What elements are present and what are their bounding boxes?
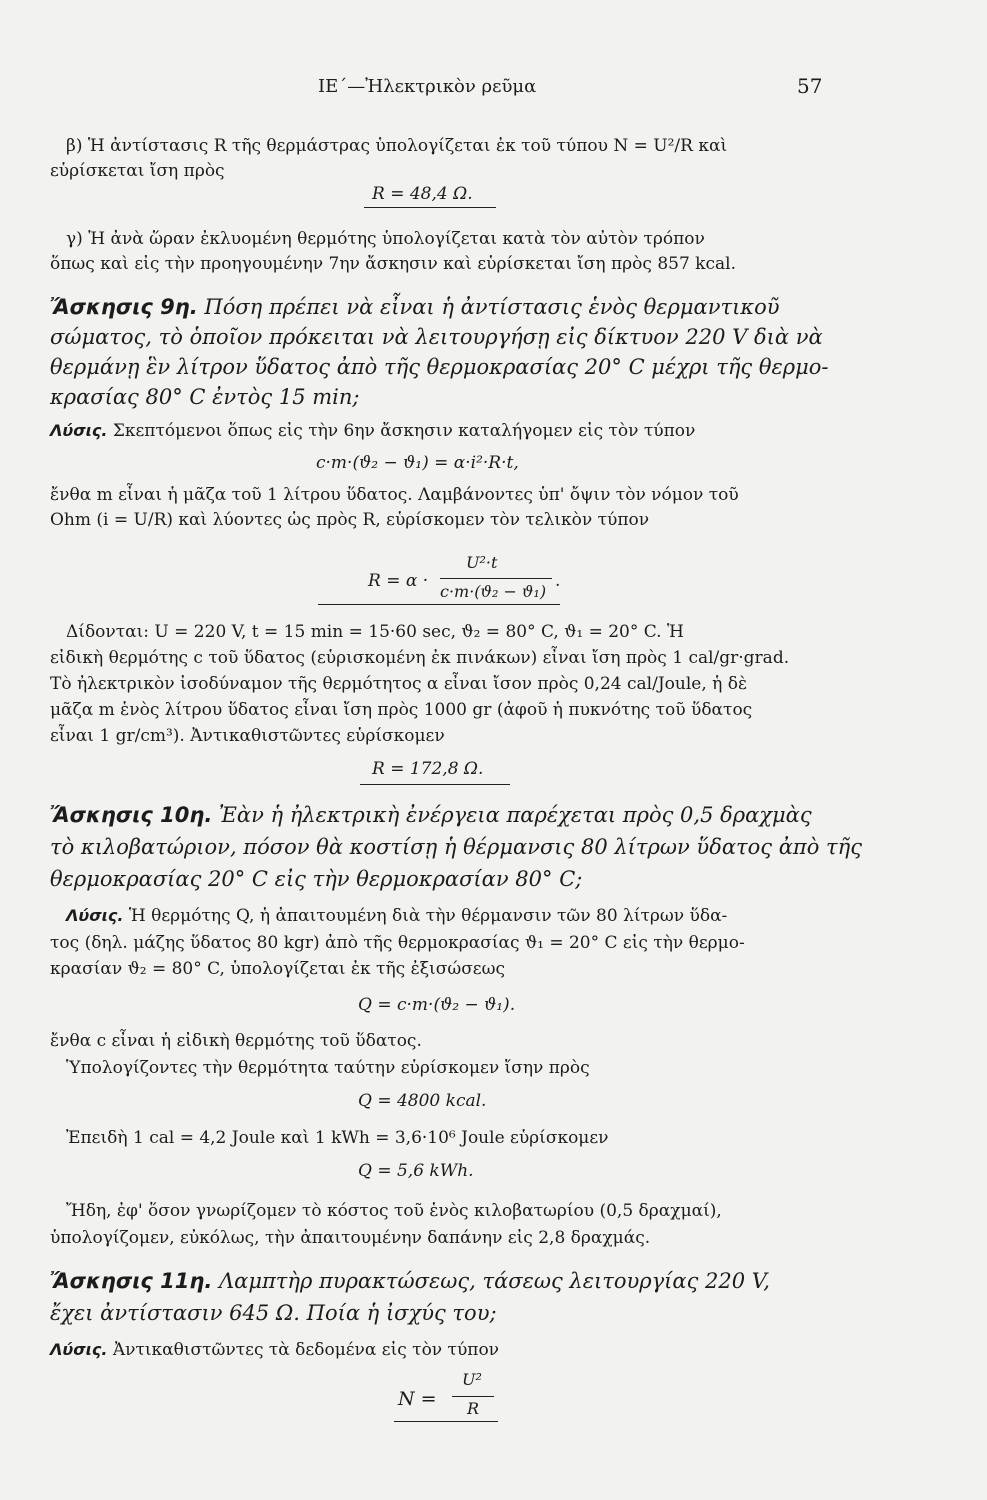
paragraph-line: Ἐπειδὴ 1 cal = 4,2 Joule καὶ 1 kWh = 3,6·10⁶ Joule εὑρίσκομεν <box>66 1128 609 1148</box>
paragraph-line: γ) Ἡ ἀνὰ ὥραν ἐκλυομένη θερμότης ὑπολογίζεται κατὰ τὸν αὐτὸν τρόπον <box>66 229 705 249</box>
paragraph-line: ἔνθα c εἶναι ἡ εἰδικὴ θερμότης τοῦ ὕδατος. <box>50 1031 422 1051</box>
paragraph-line: Ohm (i = U/R) καὶ λύοντες ὡς πρὸς R, εὑρίσκομεν τὸν τελικὸν τύπον <box>50 510 650 530</box>
paragraph-line: εὑρίσκεται ἴση πρὸς <box>50 161 225 181</box>
exercise-11-line <box>50 1268 770 1294</box>
exercise-9-line: θερμάνῃ ἓν λίτρον ὕδατος ἀπὸ τῆς θερμοκρασίας 20° C μέχρι τῆς θερμο- <box>50 355 829 379</box>
paragraph-line: Ὑπολογίζοντες τὴν θερμότητα ταύτην εὑρίσκομεν ἴσην πρὸς <box>66 1058 590 1078</box>
fraction-bar <box>440 578 552 579</box>
paragraph-line: εἰδικὴ θερμότης c τοῦ ὕδατος (εὑρισκομένη ἐκ πινάκων) εἶναι ἴση πρὸς 1 cal/gr·grad. <box>50 648 790 668</box>
paragraph-line: εἶναι 1 gr/cm³). Ἀντικαθιστῶντες εὑρίσκομεν <box>50 726 445 746</box>
fraction-bar <box>452 1396 494 1397</box>
fraction-denominator: R <box>467 1399 480 1418</box>
equation: c·m·(ϑ₂ − ϑ₁) = α·i²·R·t, <box>316 453 519 473</box>
paragraph-line: κρασίαν ϑ₂ = 80° C, ὑπολογίζεται ἐκ τῆς ἐξισώσεως <box>50 959 505 979</box>
paragraph-line: β) Ἡ ἀντίστασις R τῆς θερμάστρας ὑπολογίζεται ἐκ τοῦ τύπου N = U²/R καὶ <box>66 136 728 156</box>
result-underline <box>360 784 510 785</box>
paragraph-line: ὑπολογίζομεν, εὐκόλως, τὴν ἀπαιτουμένην δαπάνην εἰς 2,8 δραχμάς. <box>50 1228 651 1248</box>
paragraph-line: Τὸ ἠλεκτρικὸν ἰσοδύναμον τῆς θερμότητος α εἶναι ἴσον πρὸς 0,24 cal/Joule, ἡ δὲ <box>50 674 748 694</box>
result-underline <box>364 207 496 208</box>
equation-end: . <box>555 571 561 591</box>
solution-label: Λύσις. <box>66 906 124 925</box>
paragraph-line: Ἤδη, ἐφ' ὅσον γνωρίζομεν τὸ κόστος τοῦ ἑνὸς κιλοβατωρίου (0,5 δραχμαί), <box>66 1201 722 1221</box>
exercise-9-line: σώματος, τὸ ὁποῖον πρόκειται νὰ λειτουργήσῃ εἰς δίκτυον 220 V διὰ νὰ <box>50 325 823 349</box>
fraction-numerator: U² <box>462 1370 482 1389</box>
result-underline <box>394 1421 498 1422</box>
solution-text: Σκεπτόμενοι ὅπως εἰς τὴν 6ην ἄσκησιν καταλήγομεν εἰς τὸν τύπον <box>112 421 696 441</box>
paragraph-line: ὅπως καὶ εἰς τὴν προηγουμένην 7ην ἄσκησιν καὶ εὑρίσκεται ἴση πρὸς 857 kcal. <box>50 254 736 274</box>
paragraph-line: μᾶζα m ἑνὸς λίτρου ὕδατος εἶναι ἴση πρὸς 1000 gr (ἀφοῦ ἡ πυκνότης τοῦ ὕδατος <box>50 700 753 720</box>
exercise-11-text: Λαμπτὴρ πυρακτώσεως, τάσεως λειτουργίας 220 V, <box>219 1269 770 1293</box>
exercise-9-text: Πόση πρέπει νὰ εἶναι ἡ ἀντίστασις ἑνὸς θερμαντικοῦ <box>204 295 780 319</box>
fraction-denominator: c·m·(ϑ₂ − ϑ₁) <box>440 582 547 601</box>
result-underline <box>318 604 560 605</box>
solution-label: Λύσις. <box>50 421 108 440</box>
exercise-10-label: Ἄσκησις 10η. <box>50 803 213 827</box>
fraction-numerator: U²·t <box>466 553 498 572</box>
exercise-10-text: Ἐὰν ἡ ἠλεκτρικὴ ἐνέργεια παρέχεται πρὸς 0,5 δραχμὰς <box>219 803 812 827</box>
solution-text: Ἡ θερμότης Q, ἡ ἀπαιτουμένη διὰ τὴν θέρμανσιν τῶν 80 λίτρων ὕδα- <box>128 906 728 926</box>
exercise-9-label: Ἄσκησις 9η. <box>50 295 198 319</box>
running-header-title: ΙΕ΄—Ἠλεκτρικὸν ρεῦμα <box>318 76 537 97</box>
paragraph-line: τος (δηλ. μάζης ὕδατος 80 kgr) ἀπὸ τῆς θερμοκρασίας ϑ₁ = 20° C εἰς τὴν θερμο- <box>50 933 745 953</box>
solution-10-line <box>66 905 727 927</box>
exercise-10-line: θερμοκρασίας 20° C εἰς τὴν θερμοκρασίαν 80° C; <box>50 867 583 891</box>
solution-11-line <box>50 1339 499 1361</box>
equation: Q = 5,6 kWh. <box>358 1161 474 1181</box>
exercise-9-line: κρασίας 80° C ἐντὸς 15 min; <box>50 385 360 409</box>
result-equation: R = 172,8 Ω. <box>372 759 484 779</box>
result-equation: R = 48,4 Ω. <box>372 184 473 204</box>
solution-label: Λύσις. <box>50 1340 108 1359</box>
solution-text: Ἀντικαθιστῶντες τὰ δεδομένα εἰς τὸν τύπον <box>112 1340 500 1360</box>
paragraph-line: Δίδονται: U = 220 V, t = 15 min = 15·60 sec, ϑ₂ = 80° C, ϑ₁ = 20° C. Ἡ <box>66 622 684 642</box>
equation: Q = c·m·(ϑ₂ − ϑ₁). <box>358 995 516 1015</box>
exercise-10-line <box>50 802 812 828</box>
page-number: 57 <box>797 74 823 98</box>
exercise-9-line <box>50 294 780 320</box>
exercise-11-line: ἔχει ἀντίστασιν 645 Ω. Ποία ἡ ἰσχύς του; <box>50 1301 497 1325</box>
paragraph-line: ἔνθα m εἶναι ἡ μᾶζα τοῦ 1 λίτρου ὕδατος. Λαμβάνοντες ὑπ' ὄψιν τὸν νόμον τοῦ <box>50 485 739 505</box>
equation: Q = 4800 kcal. <box>358 1091 487 1111</box>
exercise-10-line: τὸ κιλοβατώριον, πόσον θὰ κοστίσῃ ἡ θέρμανσις 80 λίτρων ὕδατος ἀπὸ τῆς <box>50 835 862 859</box>
equation-lhs: N = <box>398 1388 437 1410</box>
solution-9-line <box>50 420 695 442</box>
equation-lhs: R = α · <box>368 571 429 591</box>
exercise-11-label: Ἄσκησις 11η. <box>50 1269 213 1293</box>
